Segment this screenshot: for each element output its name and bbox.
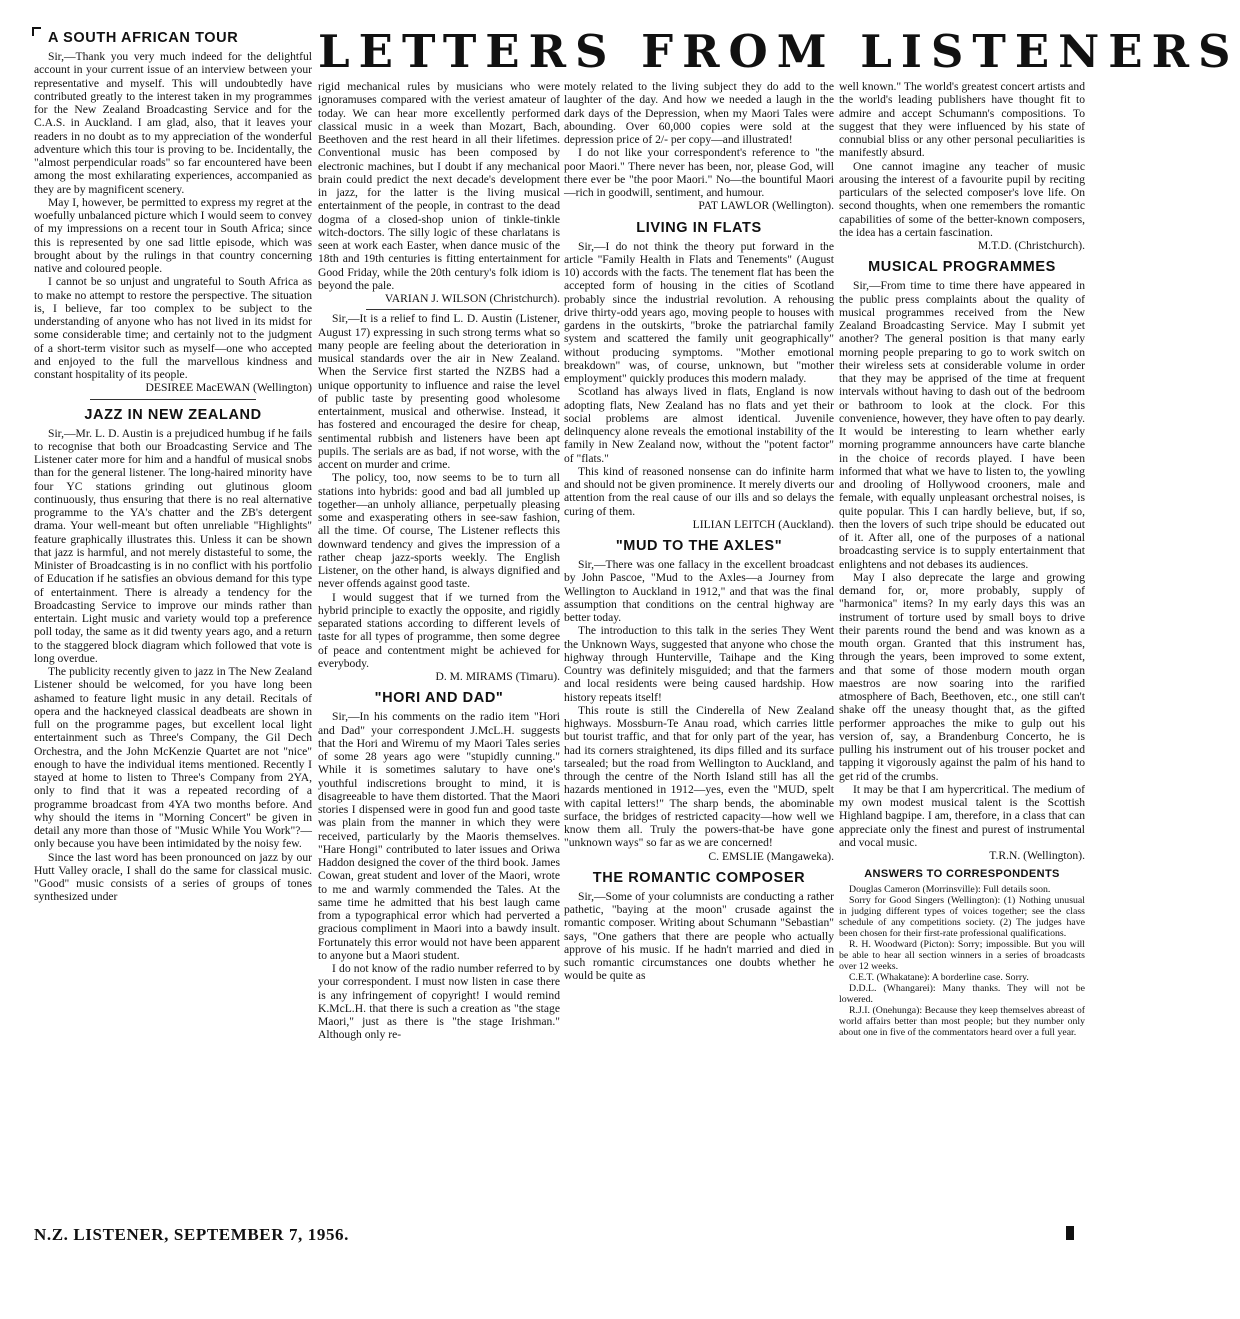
letter-paragraph: I do not know of the radio number referred to by your correspondent. I must now listen in case there is any infringement of copyright! I would remind K.McL.H. that there is such a creation as "the stage Maori," just as there is "the stage Irishman." Although only re- bbox=[318, 962, 560, 1042]
letter-paragraph: Sir,—There was one fallacy in the excellent broadcast by John Pascoe, "Mud to the Axles—a Journey from Wellington to Auckland in 1912," and that was the final assumption that conditions on the central highway are better today. bbox=[564, 558, 834, 624]
signature: VARIAN J. WILSON (Christchurch). bbox=[384, 292, 560, 305]
answer-item: D.D.L. (Whangarei): Many thanks. They will not be lowered. bbox=[839, 982, 1085, 1005]
letter-paragraph: Sir,—I do not think the theory put forward in the article "Family Health in Flats and Tenements" (August 10) accords with the facts. The tenement flat has been the accepted form of housing in the cities of Scotland probably since the industrial revolution. A rehousing drive thirty-odd years ago, moving people to houses with gardens in the outskirts, "broke the patriarchal family system and scattered the family unit geographically" without producing symptoms. "Mother emotional breakdown" was, of course, unknown, but "mother employment" quickly produces this modern malady. bbox=[564, 239, 834, 385]
letter-paragraph: Sir,—Mr. L. D. Austin is a prejudiced humbug if he fails to recognise that both our Broadcasting Service and The Listener cater more for him and a handful of musical snobs than for the general listener. The long-haired minority have four YC stations grinding out glutinous gloom continuously, thus ensuring that there is no real alternative programme to the YA's chatter and the ZB's detergent drama. Your well-meant but often unreliable "Highlights" feature graphically illustrates this. Unless it can be shown that jazz is harmful, and not merely distasteful to some, the Minister of Broadcasting is in no conflict with his portfolio of Education if he satisfies an obvious demand for this type of entertainment. There is already a tendency for the Broadcasting Service to improve our minds rather than entertain. Light music and variety would top a preference poll today, the same as it did twenty years ago, and a return to the staggered block diagram which followed that vote is long overdue. bbox=[34, 426, 312, 665]
letter-paragraph: Sir,—It is a relief to find L. D. Austin (Listener, August 17) expressing in such strong terms what so many people are feeling about the deterioration in musical standards over the air in New Zealand. When the Service first started the NZBS had a unique opportunity to influence and raise the level of public taste by presenting good wholesome entertainment, musical and otherwise. Instead, it has fostered and encouraged the desire for cheap, sentimental rubbish and listeners have been apt pupils. The serials are as bad, if not worse, with the accent on murder and crime. bbox=[318, 312, 560, 471]
heading-jazz: JAZZ IN NEW ZEALAND bbox=[84, 406, 262, 423]
letter-paragraph: Sir,—Some of your columnists are conducting a rather pathetic, "baying at the moon" crusade against the romantic composer. Writing about Schumann "Sebastian" says, "One gathers that there are people who actually approve of his music. If he hadn't married and died in such romantic circumstances one doubts whether he would be quite as bbox=[564, 889, 834, 983]
letter-paragraph: The policy, too, now seems to be to turn all stations into hybrids: good and bad all jumbled up together—an unholy alliance, perpetually pleasing some and exasperating others in see-saw fashion, all the time. Of course, The Listener reflects this downward tendency and gives the impression of a rather cheap jazz-sports weekly. The English Listener, on the other hand, is always dignified and never offends against good taste. bbox=[318, 471, 560, 591]
end-mark bbox=[1066, 1226, 1074, 1240]
letter-paragraph: Sir,—From time to time there have appeared in the public press complaints about the quality of musical programmes received from the New Zealand Broadcasting Service. May I submit yet another? The general position is that many early morning people preparing to go to work switch on their wireless sets at considerable volume in order that they may be apprised of the time at frequent intervals without having to dash out of the bedroom or bathroom to look at the clock. For this convenience, however, they have often to pay dearly. It would be interesting to learn whether early morning programme announcers have carte blanche in the choice of records played. I have been informed that what we have to listen to, the yowling and drooling of Hollywood crooners, male and female, with equally unpleasant orchestral noises, is quite popular. This I can hardly believe, but, if so, then the lovers of such tripe should be educated out of it. After all, one of the purposes of a national broadcasting service is to supply entertainment that enlightens and not debases its audiences. bbox=[839, 279, 1086, 571]
answer-item: Sorry for Good Singers (Wellington): (1) Nothing unusual in judging different types of voices together; see the class schedule of any competitions society. (2) The judges have been chosen for their first-rate professional qualifications. bbox=[839, 894, 1085, 939]
heading-mud-to-the-axles: "MUD TO THE AXLES" bbox=[615, 538, 783, 554]
answers-heading: ANSWERS TO CORRESPONDENTS bbox=[864, 868, 1060, 881]
column-1 bbox=[34, 30, 312, 1122]
divider bbox=[90, 399, 257, 400]
letter-paragraph: Scotland has always lived in flats, England is now adopting flats, New Zealand has no flats and yet their social problems are almost identical. Juvenile delinquency alone reveals the emotional instability of the family in New Zealand now, without the "potent factor" of "flats." bbox=[564, 385, 834, 465]
letter-paragraph: This route is still the Cinderella of New Zealand highways. Mossburn-Te Anau road, which carries little but tourist traffic, and that for only part of the year, has had its corners straightened, its dips filled and its surface tarsealed; but the road from Wellington to Auckland, and through the centre of the North Island still has all the hazards mentioned in 1912—yes, even the "MUD, spelt with capital letters!" The sharp bends, the abominable surface, the bridges of restricted capacity—how well we know them all. Truly the powers-that-be have gone "unknown ways" so far as we are concerned! bbox=[564, 703, 834, 850]
signature: PAT LAWLOR (Wellington). bbox=[698, 199, 834, 213]
letter-paragraph: May I also deprecate the large and growing demand for, or, more probably, supply of "harmonica" items? In my early days this was an instrument of torture used by small boys to drive their parents round the bend and was known as a mouth organ. Granted that this instrument has, through the years, been improved to some extent, and that some of those modern mouth organ maestros are now soaring into the rarified atmosphere of Bach, Beethoven, etc., one still can't shake off the uneasy thought that, as the gifted performer approaches the mike to gulp out his version of, say, a Brandenburg Concerto, he is pulling his instrument out of his trouser pocket and tapping it vigorously against the palm of his hand to get rid of the crumbs. bbox=[839, 570, 1085, 783]
answers-section bbox=[839, 868, 1085, 1037]
letter-paragraph: The introduction to this talk in the series They Went the Unknown Ways, suggested that anyone who chose the highway through Hunterville, Taihape and the King Country was definitely misguided; and that the farmers and local residents were being caused hardship. How history repeats itself! bbox=[564, 624, 834, 704]
signature: C. EMSLIE (Mangaweka). bbox=[708, 849, 834, 863]
letter-paragraph: This kind of reasoned nonsense can do infinite harm and should not be given prominence. It merely diverts our attention from the real cause of our ills and so delays the curing of them. bbox=[564, 464, 834, 518]
signature: T.R.N. (Wellington). bbox=[989, 849, 1085, 862]
page-title: LETTERS FROM LISTENERS bbox=[318, 25, 1240, 78]
signature: LILIAN LEITCH (Auckland). bbox=[692, 517, 834, 531]
letter-paragraph: Sir,—In his comments on the radio item "Hori and Dad" your correspondent J.McL.H. suggests that the Hori and Wiremu of my Maori Tales series of some 28 years ago were "stupidly cunning." While it is sometimes salutary to have one's youthful indiscretions brought to mind, it is disagreeable to have them distorted. That the Maori stories I dispensed were in good fun and good taste was plain from the manner in which they were received, particularly by the Maoris themselves. "Hare Hongi" contributed to later issues and Oriwa Haddon designed the cover of the third book. James Cowan, great student and lover of the Maori, wrote to me and warmly commended the Tales. At the same time he admitted that his best laugh came from a typographical error which had perverted a gracious compliment in Maori into a bawdy insult. Fortunately this error would not have been apparent to anyone but a Maori student. bbox=[318, 710, 560, 962]
letter-paragraph: One cannot imagine any teacher of music arousing the interest of a favourite pupil by reciting particulars of the selected composer's love life. On second thoughts, when one remembers the romantic capabilities of some of the better-known composers, the idea has a certain fascination. bbox=[839, 159, 1085, 239]
answer-item: Douglas Cameron (Morrinsville): Full details soon. bbox=[849, 883, 1051, 895]
letter-paragraph: rigid mechanical rules by musicians who were ignoramuses compared with the veriest amateur of today. We can hear more excellently performed classical music in a week than Mozart, Bach, Beethoven and the rest heard in all their lifetimes. Conventional music has been composed by electronic machines, but I doubt if any mechanical brain could predict the next decade's development in jazz, for the latter is the living musical entertainment of the people, in contrast to the dead dogma of a closed-shop union of tinkle-tinkle witch-doctors. The silly logic of these charlatans is seen at work each Easter, when dance music of the 18th and 19th centuries is fitting entertainment for Good Friday, while the 20th century's folk idiom is beyond the pale. bbox=[318, 80, 560, 292]
signature: M.T.D. (Christchurch). bbox=[977, 239, 1085, 252]
letter-paragraph: well known." The world's greatest concert artists and the world's leading publishers have thought fit to admire and accept Schumann's compositions. To suggest that they were influenced by his state of connubial bliss or any other personal peculiarities is manifestly absurd. bbox=[839, 80, 1085, 160]
signature: D. M. MIRAMS (Timaru). bbox=[435, 670, 560, 683]
column-2 bbox=[318, 80, 560, 1122]
letter-paragraph: It may be that I am hypercritical. The medium of my own modest musical talent is the Scottish Highland bagpipe. I am, therefore, in a class that can appreciate only the finest and purest of instrumental and vocal music. bbox=[839, 782, 1085, 849]
answer-item: R.J.I. (Onehunga): Because they keep themselves abreast of world affairs better than most people; but they number only about one in five of the commentators heard over a full year. bbox=[839, 1004, 1085, 1038]
letter-paragraph: I do not like your correspondent's reference to "the poor Maori." There never has been, nor, please God, will there ever be "the poor Maori." No—the bountiful Maori—rich in goodwill, sentiment, and humour. bbox=[564, 146, 834, 199]
letter-paragraph: I cannot be so unjust and ungrateful to South Africa as to make no attempt to restore the perspective. The situation is, I believe, far too complex to be subject to the understanding of anyone who has not lived in its midst for some considerable time; and certainly not to the judgment of a short-term visitor such as myself—one who accepted and enjoyed to the full the marvellous kindness and constant hospitality of its people. bbox=[34, 275, 312, 381]
letter-paragraph: Since the last word has been pronounced on jazz by our Hutt Valley oracle, I shall do the same for classical music. "Good" music consists of a series of groups of tones synthesized under bbox=[34, 850, 312, 904]
signature: DESIREE MacEWAN (Wellington) bbox=[145, 381, 312, 395]
page-footer: N.Z. LISTENER, SEPTEMBER 7, 1956. bbox=[34, 1225, 350, 1244]
heading-musical-programmes: MUSICAL PROGRAMMES bbox=[868, 259, 1056, 276]
answer-item: R. H. Woodward (Picton): Sorry; impossible. But you will be able to hear all section winners in a series of broadcasts over 12 weeks. bbox=[839, 938, 1085, 972]
letter-paragraph: I would suggest that if we turned from the hybrid principle to exactly the opposite, and rigidly separated stations according to different levels of taste for all types of programme, then some degree of peace and contentment might be achieved for everybody. bbox=[318, 590, 560, 670]
letter-paragraph: motely related to the living subject they do add to the laughter of the day. And how we needed a laugh in the dark days of the Depression, when my Maori Tales were abounding. Over 60,000 copies were sold at the depression price of 2/- per copy—and illustrated! bbox=[564, 80, 834, 146]
column-4 bbox=[839, 80, 1085, 1122]
column-3 bbox=[564, 80, 834, 1122]
divider bbox=[366, 309, 511, 310]
letter-paragraph: The publicity recently given to jazz in The New Zealand Listener should be welcomed, for you have long been ashamed to feature light music in any detail. Recitals of opera and the hackneyed classical deadbeats are shown in full on the programme pages, but excellent local light entertainment such as Three's Company, the Gil Dech Orchestra, and the John McKenzie Quartet are not "nice" enough to have the individual items mentioned. Recently I stayed at home to listen to Three's Company from 2YA, only to find that it was a repeated recording of a programme broadcast from 4YA two months before. And why should the items in "Morning Concert" be given in detail any more than those of "Music While You Work"?—only because you have been intimidated by the noisy few. bbox=[34, 665, 312, 851]
heading-living-in-flats: LIVING IN FLATS bbox=[636, 219, 762, 236]
heading-hori-and-dad: "HORI AND DAD" bbox=[374, 690, 504, 707]
letter-paragraph: Sir,—Thank you very much indeed for the delightful account in your current issue of an interview between your representative and myself. This will undoubtedly have contributed greatly to the interest taken in my programmes for the New Zealand Broadcasting Service and for the C.A.S. in Auckland. I am glad, also, that it leaves your readers in no doubt as to my appreciation of the wonderful adventure which this tour is proving to be. Incidentally, the "almost perpendicular roads" so far encountered have been among the most exhilarating experiences, accompanied as they are by magnificent scenery. bbox=[34, 50, 312, 196]
answer-item: C.E.T. (Whakatane): A borderline case. Sorry. bbox=[849, 971, 1029, 983]
heading-south-african-tour: A SOUTH AFRICAN TOUR bbox=[48, 30, 239, 46]
letter-paragraph: May I, however, be permitted to express my regret at the woefully unbalanced picture which I would seem to convey of my impressions on a recent tour in South Africa; since this is represented by one sad little episode, which was brought about by the rulings in that country concerning native and coloured people. bbox=[34, 195, 312, 275]
heading-romantic-composer: THE ROMANTIC COMPOSER bbox=[592, 869, 806, 886]
